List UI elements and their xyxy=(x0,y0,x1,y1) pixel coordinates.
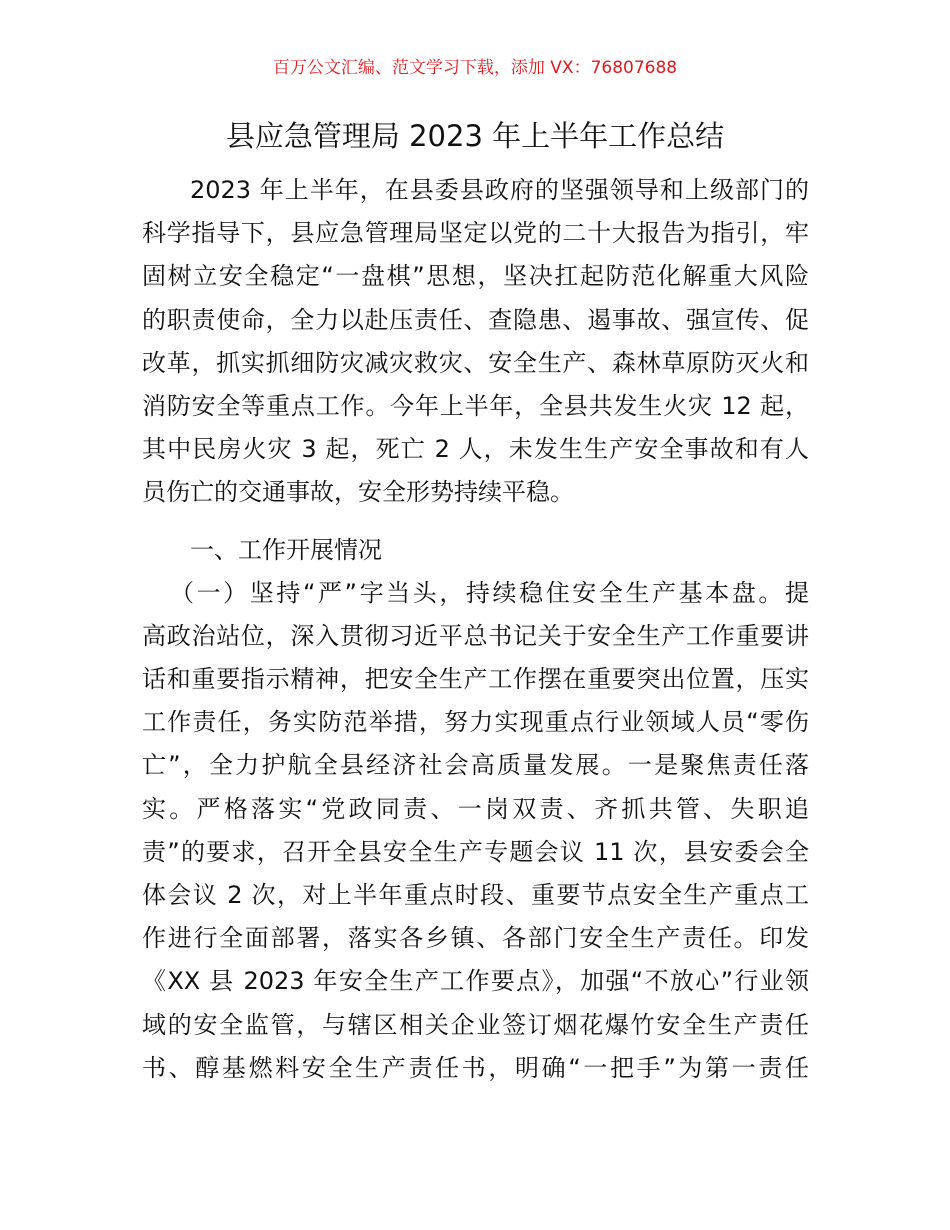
paragraph-line: 书、醇基燃料安全生产责任书，明确“一把手”为第一责任 xyxy=(142,1053,809,1082)
paragraph-line: 消防安全等重点工作。今年上半年，全县共发生火灾 12 起， xyxy=(142,391,809,420)
paragraph-line: 固树立安全稳定“一盘棋”思想，坚决扛起防范化解重大风险 xyxy=(142,262,809,291)
subsection-paragraph xyxy=(142,572,809,1090)
watermark-header: 百万公文汇编、范文学习下载，添加 VX：76807688 xyxy=(272,58,678,78)
paragraph-line: 责”的要求，召开全县安全生产专题会议 11 次，县安委会全 xyxy=(142,837,809,866)
paragraph-line: 作进行全面部署，落实各乡镇、各部门安全生产责任。印发 xyxy=(142,924,809,953)
section-heading: 一、工作开展情况 xyxy=(190,535,382,564)
paragraph-line: 《XX 县 2023 年安全生产工作要点》，加强“不放心”行业领 xyxy=(142,967,809,996)
paragraph-line: 员伤亡的交通事故，安全形势持续平稳。 xyxy=(142,478,574,507)
paragraph-line: 改革，抓实抓细防灾减灾救灾、安全生产、森林草原防灭火和 xyxy=(142,348,809,377)
document-body xyxy=(142,169,809,1090)
paragraph-line: 亡”，全力护航全县经济社会高质量发展。一是聚焦责任落 xyxy=(142,751,809,780)
paragraph-line: 域的安全监管，与辖区相关企业签订烟花爆竹安全生产责任 xyxy=(142,1010,809,1039)
paragraph-line: 体会议 2 次，对上半年重点时段、重要节点安全生产重点工 xyxy=(142,881,809,909)
document-title: 县应急管理局 2023 年上半年工作总结 xyxy=(225,119,725,153)
spacer xyxy=(142,515,809,529)
paragraph-line: （一）坚持“严”字当头，持续稳住安全生产基本盘。提 xyxy=(170,578,809,607)
paragraph-line: 的职责使命，全力以赴压责任、查隐患、遏事故、强宣传、促 xyxy=(142,305,809,334)
paragraph-line: 其中民房火灾 3 起，死亡 2 人，未发生生产安全事故和有人 xyxy=(142,435,809,464)
paragraph-line: 话和重要指示精神，把安全生产工作摆在重要突出位置，压实 xyxy=(142,665,809,694)
paragraph-line: 2023 年上半年，在县委县政府的坚强领导和上级部门的 xyxy=(190,176,809,204)
paragraph-line: 实。严格落实“党政同责、一岗双责、齐抓共管、失职追 xyxy=(142,794,809,823)
paragraph-line: 科学指导下，县应急管理局坚定以党的二十大报告为指引，牢 xyxy=(142,219,809,248)
paragraph-line: 高政治站位，深入贯彻习近平总书记关于安全生产工作重要讲 xyxy=(142,621,809,650)
intro-paragraph xyxy=(142,169,809,515)
paragraph-line: 工作责任，务实防范举措，努力实现重点行业领域人员“零伤 xyxy=(142,708,809,737)
